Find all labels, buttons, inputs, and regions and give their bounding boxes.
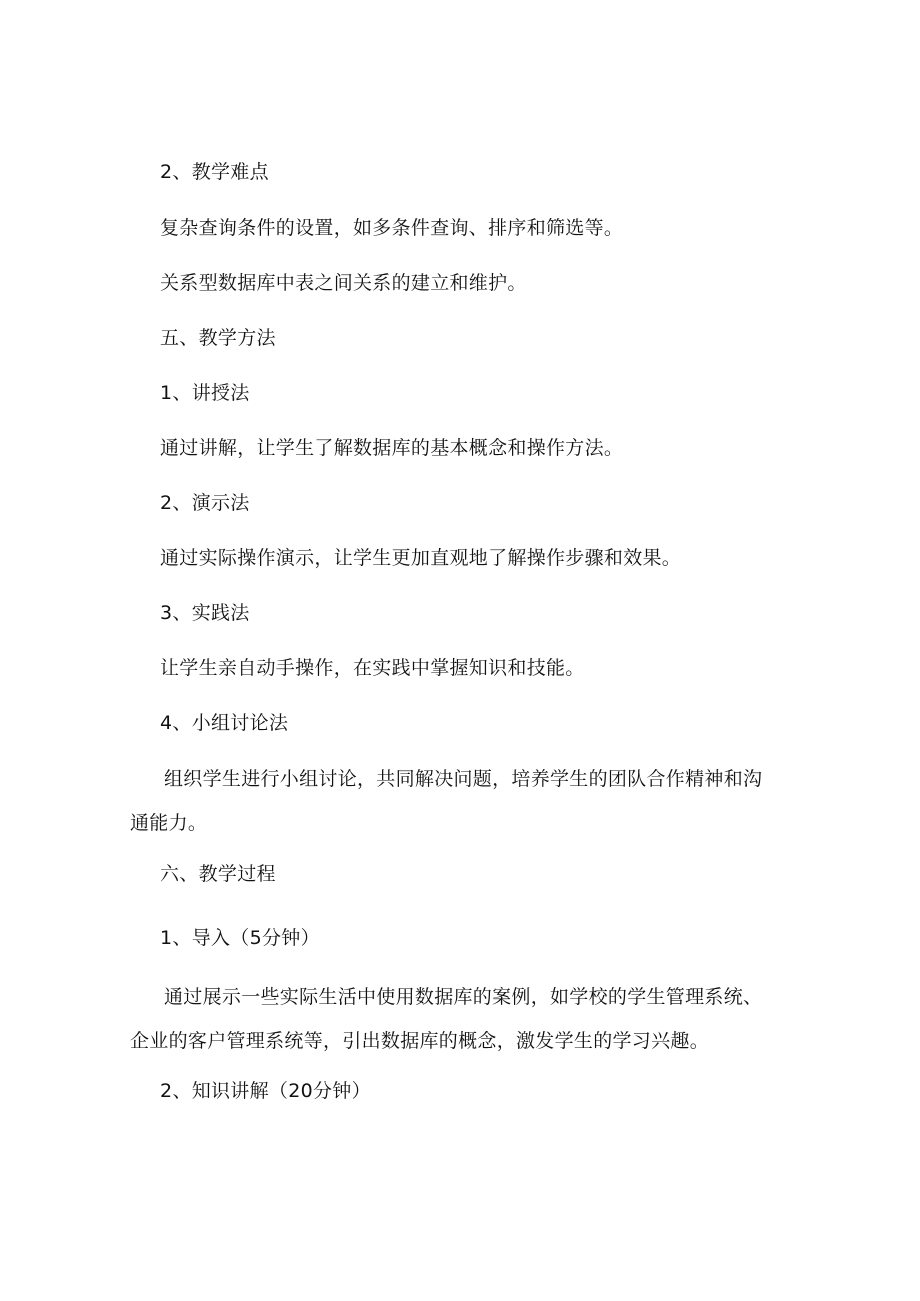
section-title-teaching-methods: 五、教学方法: [160, 327, 276, 349]
heading-teaching-difficulties: 2、教学难点: [160, 161, 269, 183]
paragraph-group-discussion-line-2: 通能力。: [130, 812, 208, 834]
paragraph-practice-method: 让学生亲自动手操作，在实践中掌握知识和技能。: [160, 657, 585, 679]
heading-introduction-step: 1、导入（5分钟）: [160, 927, 320, 949]
paragraph-complex-query: 复杂查询条件的设置，如多条件查询、排序和筛选等。: [160, 217, 624, 239]
paragraph-introduction-line-1: 通过展示一些实际生活中使用数据库的案例，如学校的学生管理系统、: [164, 986, 763, 1008]
paragraph-group-discussion: [130, 757, 762, 845]
heading-practice-method: 3、实践法: [160, 602, 250, 624]
section-title-teaching-process: 六、教学过程: [160, 863, 276, 885]
paragraph-introduction-line-2: 企业的客户管理系统等，引出数据库的概念，激发学生的学习兴趣。: [130, 1030, 710, 1052]
heading-demonstration-method: 2、演示法: [160, 492, 250, 514]
paragraph-relational-tables: 关系型数据库中表之间关系的建立和维护。: [160, 272, 527, 294]
paragraph-introduction: [130, 975, 762, 1063]
heading-lecture-method: 1、讲授法: [160, 382, 250, 404]
heading-group-discussion-method: 4、小组讨论法: [160, 712, 289, 734]
paragraph-group-discussion-line-1: 组织学生进行小组讨论，共同解决问题，培养学生的团队合作精神和沟: [164, 768, 763, 790]
heading-knowledge-explanation-step: 2、知识讲解（20分钟）: [160, 1080, 371, 1102]
paragraph-demonstration-method: 通过实际操作演示，让学生更加直观地了解操作步骤和效果。: [160, 547, 682, 569]
paragraph-lecture-method: 通过讲解，让学生了解数据库的基本概念和操作方法。: [160, 437, 624, 459]
